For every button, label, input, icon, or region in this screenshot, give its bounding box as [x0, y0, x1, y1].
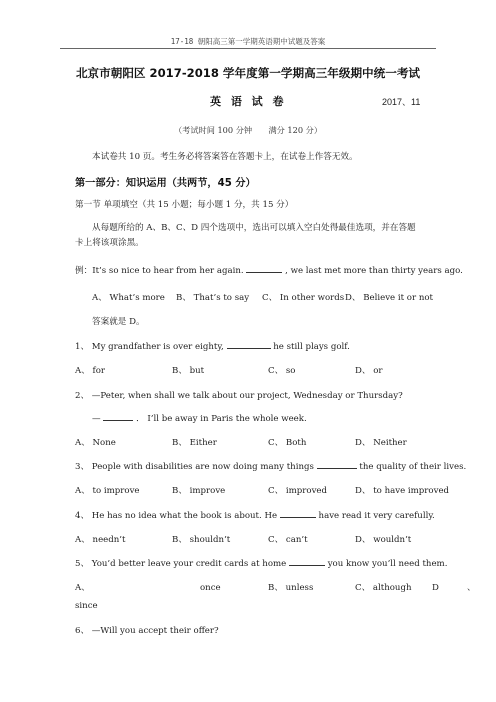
- question-2-option-a: A、 None: [75, 438, 116, 448]
- question-4-option-b: B、 shouldn’t: [172, 535, 231, 545]
- question-1-option-b: B、 but: [172, 366, 205, 376]
- exam-title: 北京市朝阳区 2017-2018 学年度第一学期高三年级期中统一考试: [75, 66, 421, 80]
- example-option-b: B、 That’s to say: [176, 293, 250, 303]
- question-5-stem-a: 5、 You’d better leave your credit cards at home: [75, 559, 287, 569]
- answer-blank: [246, 272, 282, 273]
- question-3-option-b: B、 improve: [172, 486, 226, 496]
- answer-blank: [103, 420, 133, 421]
- question-3-stem-b: the quality of their lives.: [359, 462, 467, 472]
- question-6-stem: 6、 —Will you accept their offer?: [75, 626, 219, 636]
- question-1-stem-b: he still plays golf.: [273, 342, 350, 352]
- answer-blank: [227, 348, 271, 349]
- question-5-stem-b: you know you’ll need them.: [327, 559, 448, 569]
- example-option-d: D、 Believe it or not: [345, 293, 433, 303]
- question-1-stem: [75, 342, 350, 353]
- question-2-stem-b: ． I’ll be away in Paris the whole week.: [136, 414, 307, 424]
- question-5-option-a-text: once: [200, 583, 221, 593]
- directions-line-1: 从每题所给的 A、B、C、D 四个选项中，选出可以填入空白处得最佳选项，并在答题: [92, 223, 416, 233]
- question-5-option-d-label: D: [432, 583, 439, 593]
- question-2-option-b: B、 Either: [172, 438, 217, 448]
- exam-date: 2017、11: [382, 97, 421, 107]
- question-2-option-c: C、 Both: [268, 438, 307, 448]
- question-3-option-d: D、 to have improved: [355, 486, 450, 496]
- question-4-stem-a: 4、 He has no idea what the book is about. He: [75, 511, 278, 521]
- question-4-option-a: A、 needn’t: [75, 535, 126, 545]
- exam-subject: 英 语 试 卷: [210, 95, 287, 108]
- question-3-stem: [75, 462, 466, 473]
- part1-heading: 第一部分：知识运用（共两节，45 分）: [75, 178, 256, 189]
- example-option-a: A、 What’s more: [92, 293, 165, 303]
- question-3-option-a: A、 to improve: [75, 486, 140, 496]
- question-4-stem: [75, 511, 435, 522]
- question-2-stem-line-2: [92, 414, 307, 425]
- exam-time-note: （考试时间 100 分钟 满分 120 分）: [173, 125, 323, 135]
- question-1-option-a: A、 for: [75, 366, 105, 376]
- question-5-option-d-sep: 、: [467, 583, 476, 593]
- question-5-option-b: B、 unless: [268, 583, 314, 593]
- answer-blank: [317, 468, 357, 469]
- question-5-option-c: C、 although: [355, 583, 412, 593]
- question-4-option-c: C、 can’t: [268, 535, 308, 545]
- question-4-stem-b: have read it very carefully.: [318, 511, 435, 521]
- question-2-option-d: D、 Neither: [355, 438, 407, 448]
- question-3-stem-a: 3、 People with disabilities are now doing many things: [75, 462, 314, 472]
- question-4-option-d: D、 wouldn’t: [355, 535, 412, 545]
- example-option-c: C、 In other words: [262, 293, 345, 303]
- section1-heading: 第一节 单项填空（共 15 小题；每小题 1 分，共 15 分）: [75, 200, 294, 210]
- question-5-stem: [75, 559, 447, 570]
- question-1-stem-a: 1、 My grandfather is over eighty,: [75, 342, 224, 352]
- question-2-stem: 2、 —Peter, when shall we talk about our project, Wednesday or Thursday?: [75, 391, 403, 401]
- example-stem: [75, 266, 463, 277]
- example-stem-suffix: , we last met more than thirty years ago.: [285, 266, 463, 276]
- question-5-option-d-text: since: [75, 601, 98, 611]
- question-5-option-a-label: A、: [75, 583, 90, 593]
- answer-blank: [280, 517, 316, 518]
- header-rule: [60, 48, 436, 49]
- example-stem-prefix: 例：It’s so nice to hear from her again.: [75, 266, 244, 276]
- question-2-dash: —: [92, 414, 101, 424]
- example-answer: 答案就是 D。: [92, 317, 145, 327]
- answer-blank: [289, 565, 325, 566]
- question-3-option-c: C、 improved: [268, 486, 328, 496]
- running-header: 17-18 朝阳高三第一学期英语期中试题及答案: [170, 37, 326, 46]
- directions-line-2: 卡上将该项涂黑。: [75, 238, 144, 248]
- question-1-option-c: C、 so: [268, 366, 296, 376]
- question-1-option-d: D、 or: [355, 366, 383, 376]
- exam-instructions: 本试卷共 10 页。考生务必将答案答在答题卡上，在试卷上作答无效。: [92, 152, 358, 162]
